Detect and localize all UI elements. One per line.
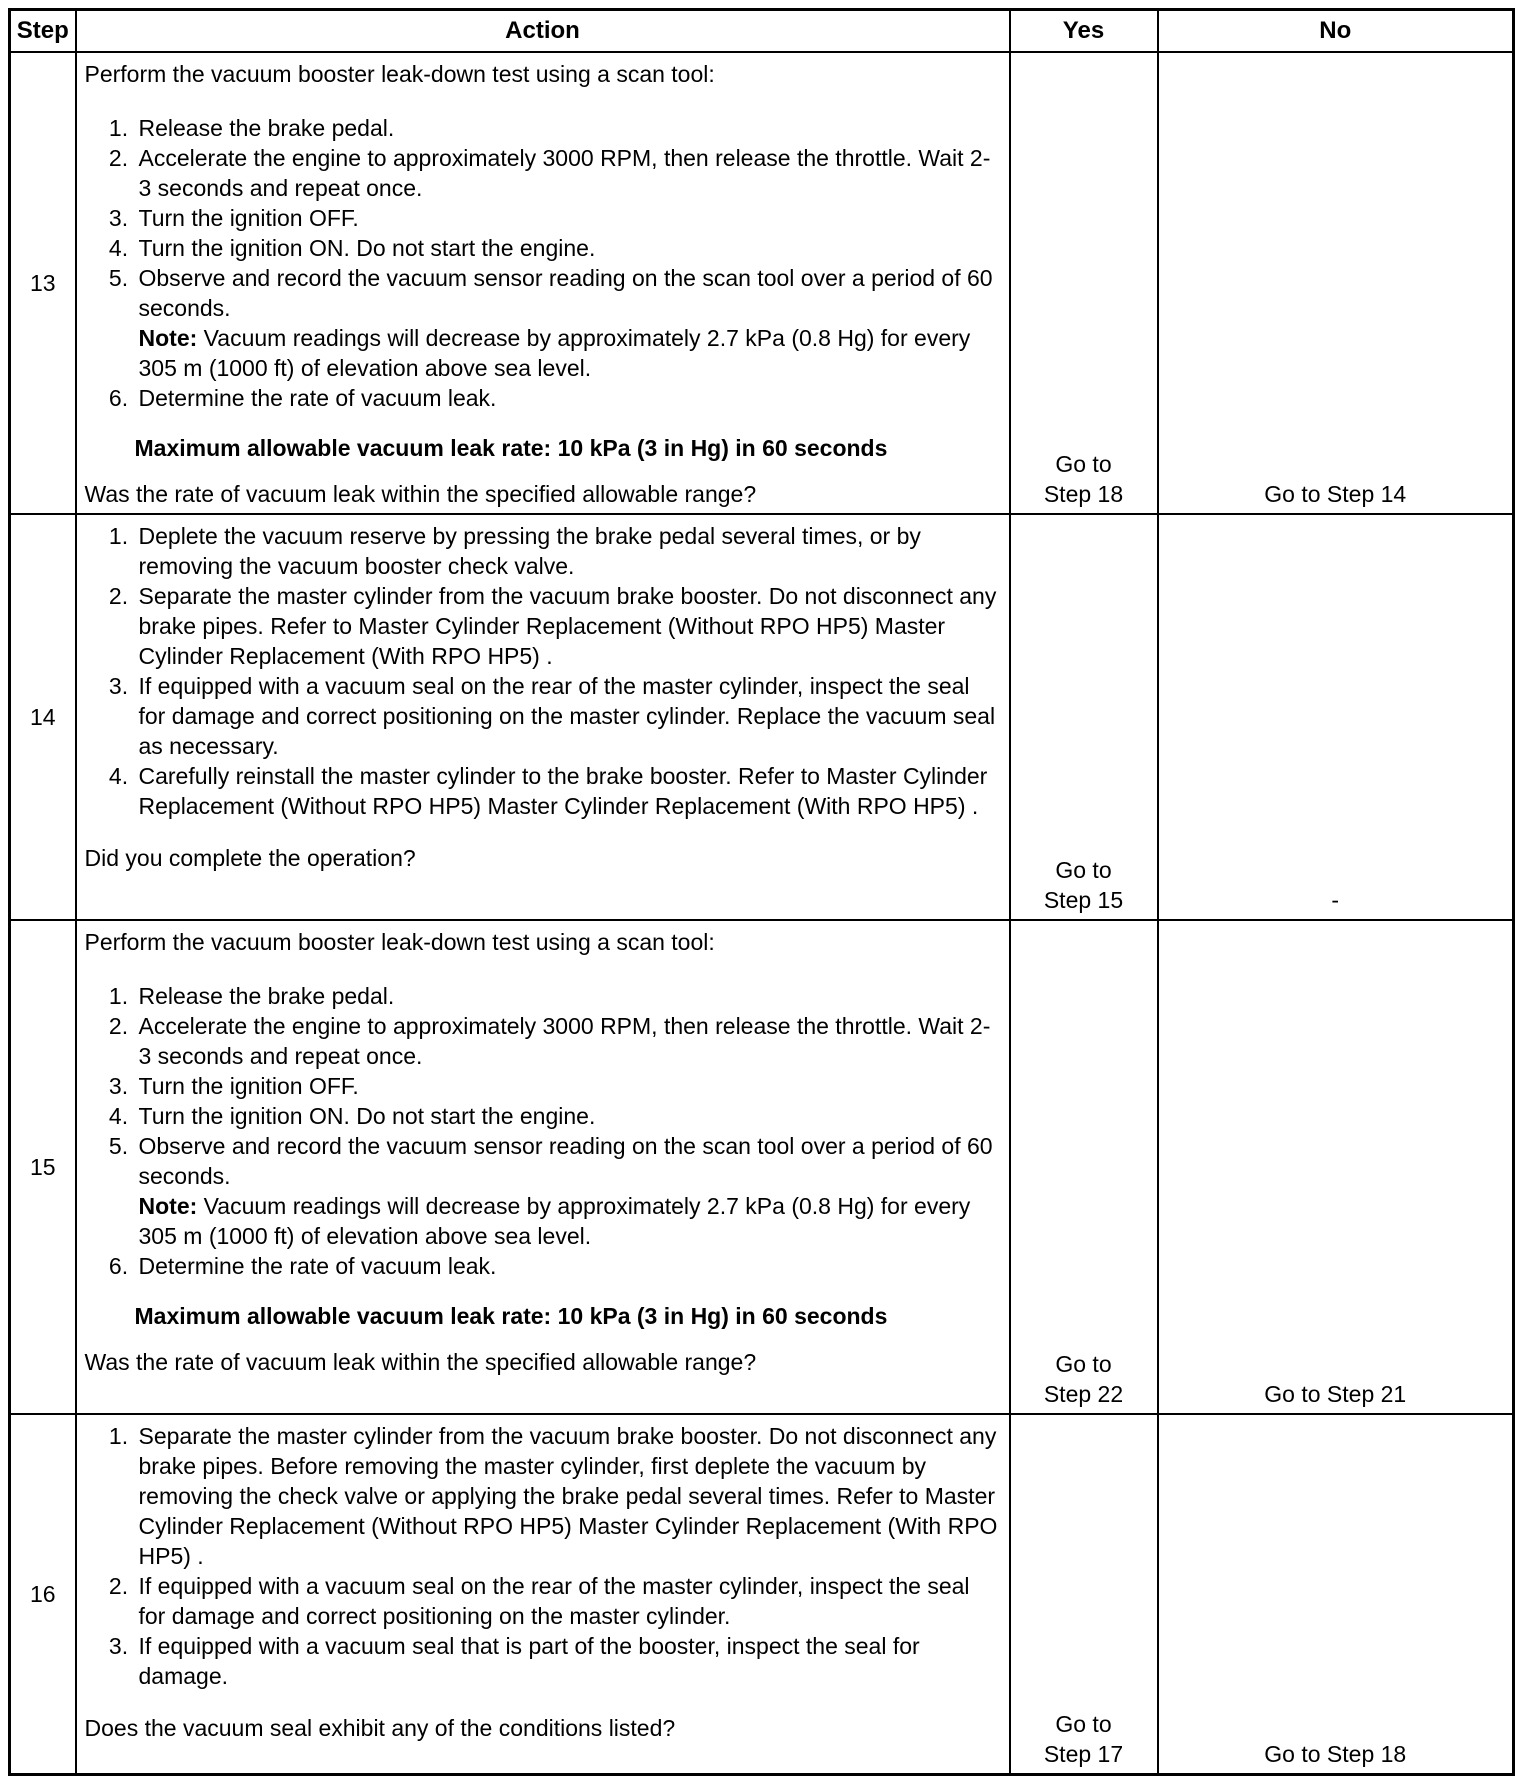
header-action: Action [76, 10, 1010, 53]
note-label: Note: [138, 325, 198, 351]
list-item: 3. Turn the ignition OFF. [135, 1071, 999, 1101]
list-item: 3. If equipped with a vacuum seal that is part of the booster, inspect the seal for damage. [135, 1631, 999, 1691]
yes-goto-line1: Go to [1055, 451, 1112, 477]
yes-goto-line1: Go to [1055, 1351, 1112, 1377]
list-item-text: Observe and record the vacuum sensor reading on the scan tool over a period of 60 seconds. [138, 265, 993, 321]
action-steps [85, 113, 999, 413]
yes-goto-line2: Step 18 [1043, 481, 1124, 507]
list-item: 3. Turn the ignition OFF. [135, 203, 999, 233]
action-cell [76, 514, 1010, 920]
action-cell [76, 1414, 1010, 1775]
list-item: 3. If equipped with a vacuum seal on the rear of the master cylinder, inspect the seal for damage and correct positioning on the master cylinder. Replace the vacuum seal as necessary. [135, 671, 999, 761]
table-row [10, 920, 1514, 1414]
yes-cell [1010, 514, 1158, 920]
action-cell [76, 920, 1010, 1414]
action-intro: Perform the vacuum booster leak-down test using a scan tool: [84, 61, 715, 87]
diagnostic-table [8, 8, 1515, 1776]
list-item: 2. Separate the master cylinder from the vacuum brake booster. Do not disconnect any brake pipes. Refer to Master Cylinder Replacement (Without RPO HP5) Master Cylinder Replacement (With RPO HP5) . [135, 581, 999, 671]
note-text: Vacuum readings will decrease by approximately 2.7 kPa (0.8 Hg) for every 305 m (1000 ft) of elevation above sea level. [138, 325, 971, 381]
note-text: Vacuum readings will decrease by approximately 2.7 kPa (0.8 Hg) for every 305 m (1000 ft) of elevation above sea level. [138, 1193, 971, 1249]
step-number: 13 [10, 52, 76, 514]
list-item: 6. Determine the rate of vacuum leak. [135, 1251, 999, 1281]
list-item: 4. Turn the ignition ON. Do not start the engine. [135, 233, 999, 263]
step-number: 14 [10, 514, 76, 920]
list-item: 1. Release the brake pedal. [135, 981, 999, 1011]
no-cell: - [1158, 514, 1514, 920]
list-item: 2. Accelerate the engine to approximately 3000 RPM, then release the throttle. Wait 2-3 seconds and repeat once. [135, 143, 999, 203]
action-cell [76, 52, 1010, 514]
list-item: 4. Carefully reinstall the master cylinder to the brake booster. Refer to Master Cylinder Replacement (Without RPO HP5) Master Cylinder Replacement (With RPO HP5) . [135, 761, 999, 821]
question-text: Was the rate of vacuum leak within the specified allowable range? [84, 481, 757, 507]
list-item: 1. Separate the master cylinder from the vacuum brake booster. Do not disconnect any brake pipes. Before removing the master cylinder, first deplete the vacuum by removing the check valve or applying the brake pedal several times. Refer to Master Cylinder Replacement (Without RPO HP5) Master Cylinder Replacement (With RPO HP5) . [135, 1421, 999, 1571]
question-text: Was the rate of vacuum leak within the specified allowable range? [84, 1349, 757, 1375]
yes-goto-line1: Go to [1055, 857, 1112, 883]
note-label: Note: [138, 1193, 198, 1219]
table-row [10, 514, 1514, 920]
header-step: Step [10, 10, 76, 53]
no-cell: Go to Step 14 [1158, 52, 1514, 514]
step-number: 16 [10, 1414, 76, 1775]
action-intro: Perform the vacuum booster leak-down test using a scan tool: [84, 929, 715, 955]
list-item [135, 263, 999, 383]
step-number: 15 [10, 920, 76, 1414]
yes-cell [1010, 52, 1158, 514]
yes-goto-line2: Step 17 [1043, 1741, 1124, 1767]
list-item: 1. Release the brake pedal. [135, 113, 999, 143]
list-item: 6. Determine the rate of vacuum leak. [135, 383, 999, 413]
yes-goto-line1: Go to [1055, 1711, 1112, 1737]
table-row [10, 1414, 1514, 1775]
spec-text: Maximum allowable vacuum leak rate: 10 kPa (3 in Hg) in 60 seconds [134, 1303, 888, 1329]
header-yes: Yes [1010, 10, 1158, 53]
no-cell: Go to Step 18 [1158, 1414, 1514, 1775]
question-text: Does the vacuum seal exhibit any of the conditions listed? [84, 1715, 676, 1741]
action-steps [85, 981, 999, 1281]
no-cell: Go to Step 21 [1158, 920, 1514, 1414]
action-steps [85, 1421, 999, 1691]
yes-cell [1010, 1414, 1158, 1775]
list-item [135, 1131, 999, 1251]
yes-cell [1010, 920, 1158, 1414]
question-text: Did you complete the operation? [84, 845, 416, 871]
yes-goto-line2: Step 22 [1043, 1381, 1124, 1407]
spec-text: Maximum allowable vacuum leak rate: 10 kPa (3 in Hg) in 60 seconds [134, 435, 888, 461]
table-row [10, 52, 1514, 514]
header-no: No [1158, 10, 1514, 53]
list-item: 2. Accelerate the engine to approximately 3000 RPM, then release the throttle. Wait 2-3 seconds and repeat once. [135, 1011, 999, 1071]
list-item: 1. Deplete the vacuum reserve by pressing the brake pedal several times, or by removing the vacuum booster check valve. [135, 521, 999, 581]
yes-goto-line2: Step 15 [1043, 887, 1124, 913]
list-item: 4. Turn the ignition ON. Do not start the engine. [135, 1101, 999, 1131]
list-item: 2. If equipped with a vacuum seal on the rear of the master cylinder, inspect the seal for damage and correct positioning on the master cylinder. [135, 1571, 999, 1631]
list-item-text: Observe and record the vacuum sensor reading on the scan tool over a period of 60 seconds. [138, 1133, 993, 1189]
action-steps [85, 521, 999, 821]
header-row [10, 10, 1514, 53]
